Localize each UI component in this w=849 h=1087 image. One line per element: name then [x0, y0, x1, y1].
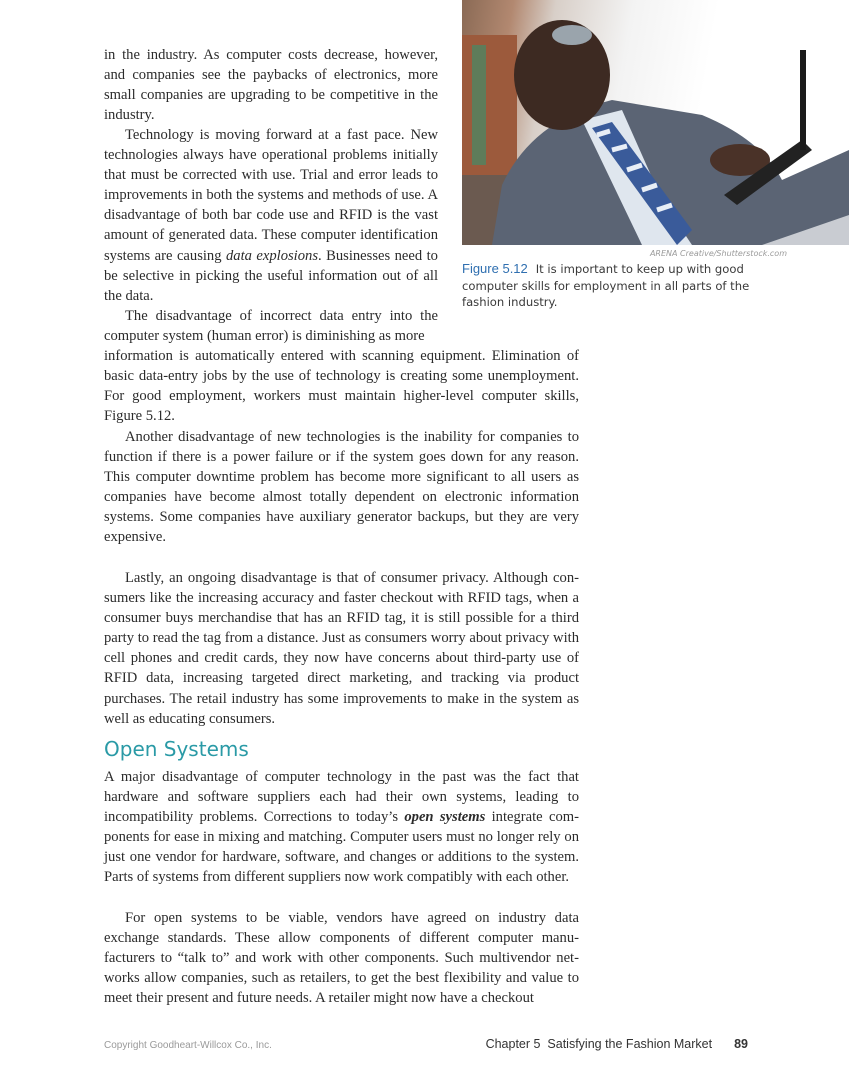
emphasis-term: data explosions [225, 247, 318, 264]
copyright-notice: Copyright Goodheart-Willcox Co., Inc. [104, 1040, 272, 1051]
sunglasses [552, 25, 592, 45]
paragraph: Another disadvantage of new technologies is the inability for companies to function if there is a power failure or if the system goes down for any reason. This computer downtime problem has become more significant to all users as companies have become almost totally dependent on electronic information systems. Some companies have auxiliary generator backups, but they are very expensive. [104, 429, 579, 546]
paragraph [104, 767, 579, 888]
paragraph: information is automatically entered with scanning equipment. Elimination of basic data-entry jobs by the use of technology is creating some unemployment. For good employment, workers must maintain higher-level computer skills, Figure 5.12. [104, 348, 579, 425]
paragraph-text: A major disadvantage of computer technology in the past was the fact that hardware and software suppliers each had their own systems, leading to incompatibility problems. Corrections to today’s [104, 769, 579, 826]
page-number: 89 [734, 1037, 748, 1051]
running-footer [486, 1037, 748, 1051]
key-term: open systems [404, 809, 486, 826]
paragraph-text: Technology is moving forward at a fast pace. New technologies always have operational problems initially that must be corrected with use. Trial and error leads to improvements in both the systems and methods of use. A disadvantage of both bar code use and RFID is the vast amount of generated data. These computer identification systems are causing [104, 127, 438, 264]
figure-photo [462, 0, 849, 245]
building-column [462, 35, 517, 175]
figure-label: Figure 5.12 [462, 261, 528, 276]
paragraph: Lastly, an ongoing disadvantage is that of consumer privacy. Although consumers like the increasing accuracy and faster checkout with RFID tags, when a consumer buys merchandise that has an RFID tag, it is still possible for a third party to read the tag from a distance. Just as consumers worry about privacy with cell phones and credit cards, they now have concerns about third-party use of RFID data, increasing targeted direct marketing, and tracking via product purchases. The retail industry has some improvements to make in the system as well as educating consumers. [104, 570, 579, 727]
photo-credit: ARENA Creative/Shutterstock.com [649, 249, 787, 258]
paragraph: For open systems to be viable, vendors have agreed on industry data exchange standards. These allow components of different computer manufacturers to “talk to” and work with other components. Such multivendor networks allow companies, such as retailers, to get the best flexibility and value to meet their present and future needs. A retailer might now have a checkout [104, 910, 579, 1007]
paragraph-text: integrate components for ease in mixing and matching. Computer users must no longer rely on just one vendor for hardware, software, and changes or additions to the system. Parts of systems from different suppliers now work compatibly with each other. [104, 809, 579, 886]
photo-illustration [462, 0, 849, 245]
paragraph-text: . Businesses need to be selective in picking the useful information out of all the data. [104, 247, 438, 304]
figure-caption-text: It is important to keep up with good computer skills for employment in all parts of the fashion industry. [462, 262, 750, 309]
chapter-title: Chapter 5 Satisfying the Fashion Market [485, 1037, 713, 1051]
paragraph: in the industry. As computer costs decrease, however, and companies see the paybacks of electronics, more small companies are upgrading to be competitive in the industry. [104, 47, 438, 124]
paragraph [104, 125, 438, 306]
building-window [472, 45, 486, 165]
paragraph: The disadvantage of incorrect data entry into the computer system (human error) is diminishing as more [104, 308, 438, 345]
laptop-screen [800, 50, 806, 150]
section-heading: Open Systems [104, 737, 249, 761]
figure-caption [462, 261, 782, 311]
